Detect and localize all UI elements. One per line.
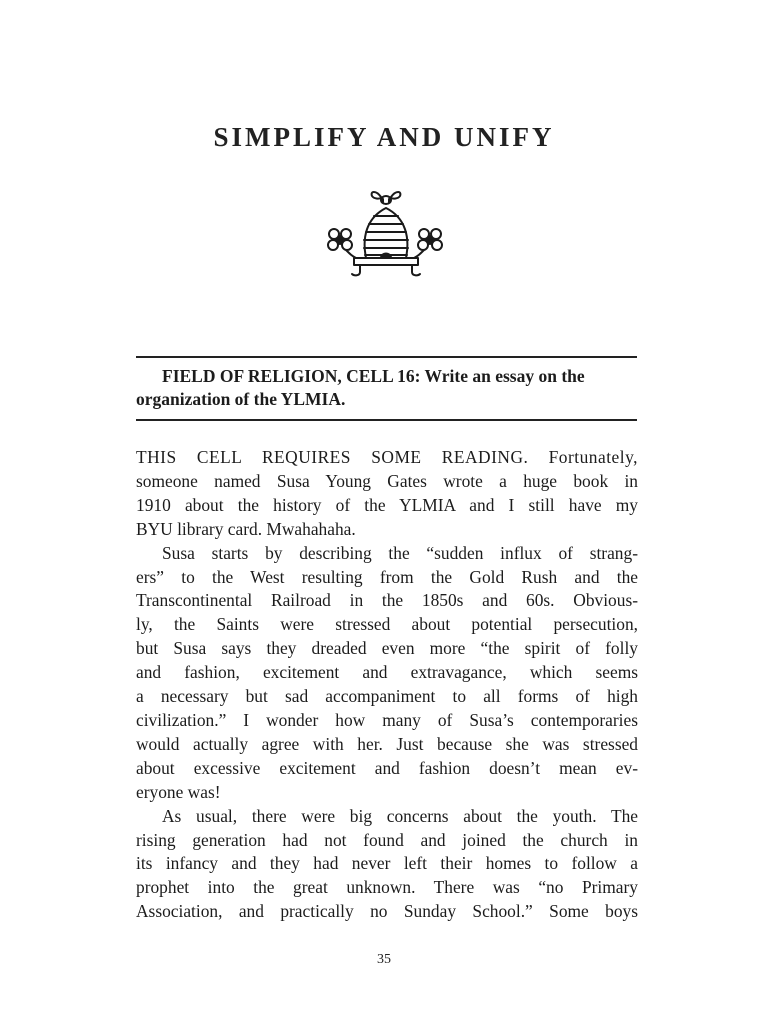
body-line: As usual, there were big concerns about the youth. The [162, 805, 638, 826]
body-line: ers” to the West resulting from the Gold Rush and the [136, 566, 638, 587]
body-line: civilization.” I wonder how many of Susa’s contemporaries [136, 709, 638, 730]
body-line: Transcontinental Railroad in the 1850s and 60s. Obvious- [136, 590, 638, 611]
body-line: about excessive excitement and fashion doesn’t mean ev- [136, 757, 638, 778]
body-line: BYU library card. Mwahahaha. [136, 518, 356, 539]
body-line: prophet into the great unknown. There was “no Primary [136, 877, 638, 898]
assignment-line-1: FIELD OF RELIGION, CELL 16: Write an essay on the [162, 366, 585, 386]
body-line: a necessary but sad accompaniment to all forms of high [136, 686, 638, 707]
body-line: ly, the Saints were stressed about potential persecution, [136, 614, 638, 635]
body-line: and fashion, excitement and extravagance, which seems [136, 662, 638, 683]
body-line: would actually agree with her. Just because she was stressed [136, 733, 638, 754]
body-line: eryone was! [136, 781, 221, 802]
body-line: Susa starts by describing the “sudden influx of strang- [162, 542, 638, 563]
body-line: someone named Susa Young Gates wrote a huge book in [136, 470, 638, 491]
body-line: its infancy and they had never left their homes to follow a [136, 853, 638, 874]
assignment-box [136, 356, 637, 421]
body-line: THIS CELL REQUIRES SOME READING. Fortunately, [136, 447, 638, 467]
body-line: 1910 about the history of the YLMIA and I still have my [136, 494, 638, 515]
body-line: rising generation had not found and joined the church in [136, 829, 638, 850]
page-number: 35 [377, 952, 391, 967]
assignment-line-2: organization of the YLMIA. [136, 389, 346, 409]
beehive-ornament-icon [326, 188, 444, 282]
body-text [136, 446, 638, 924]
chapter-title: SIMPLIFY AND UNIFY [213, 122, 555, 152]
body-line: Association, and practically no Sunday School.” Some boys [136, 901, 638, 922]
body-line: but Susa says they dreaded even more “the spirit of folly [136, 638, 638, 659]
